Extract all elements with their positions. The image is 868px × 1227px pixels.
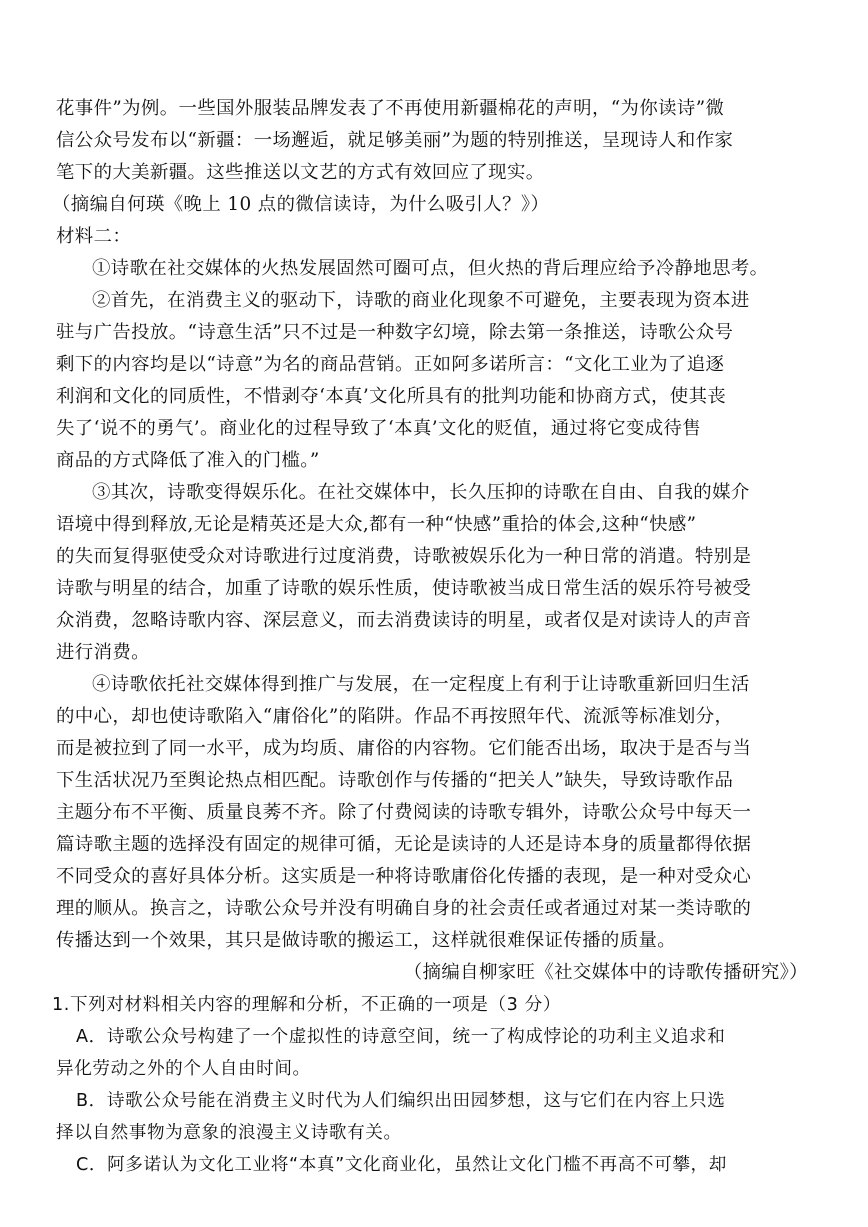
option-b-line: B．诗歌公众号能在消费主义时代为人们编织出田园梦想，这与它们在内容上只选 bbox=[76, 1091, 726, 1111]
text-line: 传播达到一个效果，其只是做诗歌的搬运工，这样就很难保证传播的质量。 bbox=[56, 930, 677, 951]
option-a-line: A．诗歌公众号构建了一个虚拟性的诗意空间，统一了构成悖论的功利主义追求和 bbox=[76, 1027, 726, 1047]
text-line: 篇诗歌主题的选择没有固定的规律可循，无论是读诗的人还是诗本身的质量都得依据 bbox=[56, 834, 752, 855]
text-line: 剩下的内容均是以“诗意”为名的商品营销。正如阿多诺所言：“文化工业为了追逐 bbox=[56, 354, 725, 375]
paragraph-line: ③其次，诗歌变得娱乐化。在社交媒体中，长久压抑的诗歌在自由、自我的媒介 bbox=[92, 482, 750, 503]
option-c-line: C．阿多诺认为文化工业将“本真”文化商业化，虽然让文化门槛不再高不可攀，却 bbox=[76, 1155, 727, 1175]
section-heading: 材料二： bbox=[56, 226, 132, 247]
text-line: 进行消费。 bbox=[56, 642, 150, 663]
paragraph-line: ①诗歌在社交媒体的火热发展固然可圈可点，但火热的背后理应给予冷静地思考。 bbox=[92, 258, 769, 279]
question-stem: 1.下列对材料相关内容的理解和分析，不正确的一项是（3 分） bbox=[52, 995, 562, 1015]
text-line: 诗歌与明星的结合，加重了诗歌的娱乐性质，使诗歌被当成日常生活的娱乐符号被受 bbox=[56, 578, 752, 599]
option-b-line: 择以自然事物为意象的浪漫主义诗歌有关。 bbox=[56, 1123, 402, 1143]
text-line: 下生活状况乃至舆论热点相匹配。诗歌创作与传播的“把关人”缺失，导致诗歌作品 bbox=[56, 770, 734, 791]
text-line: 信公众号发布以“新疆：一场邂逅，就足够美丽”为题的特别推送，呈现诗人和作家 bbox=[56, 130, 734, 151]
source-citation: （摘编自柳家旺《社交媒体中的诗歌传播研究》） bbox=[403, 962, 808, 983]
text-line: 而是被拉到了同一水平，成为均质、庸俗的内容物。它们能否出场，取决于是否与当 bbox=[56, 738, 752, 759]
paragraph-line: ②首先，在消费主义的驱动下，诗歌的商业化现象不可避免，主要表现为资本进 bbox=[92, 290, 750, 311]
text-line: 花事件”为例。一些国外服装品牌发表了不再使用新疆棉花的声明，“为你读诗”微 bbox=[56, 98, 725, 119]
text-line: 笔下的大美新疆。这些推送以文艺的方式有效回应了现实。 bbox=[56, 162, 545, 183]
text-line: 驻与广告投放。“诗意生活”只不过是一种数字幻境，除去第一条推送，诗歌公众号 bbox=[56, 322, 734, 343]
source-citation: （摘编自何瑛《晚上 10 点的微信读诗，为什么吸引人？》） bbox=[52, 194, 550, 215]
text-line: 商品的方式降低了准入的门槛。” bbox=[56, 450, 320, 471]
text-line: 利润和文化的同质性，不惜剥夺‘本真’文化所具有的批判功能和协商方式，使其丧 bbox=[56, 386, 727, 407]
text-line: 的失而复得驱使受众对诗歌进行过度消费，诗歌被娱乐化为一种日常的消遣。特别是 bbox=[56, 546, 752, 567]
option-a-line: 异化劳动之外的个人自由时间。 bbox=[56, 1059, 311, 1079]
text-line: 理的顺从。换言之，诗歌公众号并没有明确自身的社会责任或者通过对某一类诗歌的 bbox=[56, 898, 752, 919]
text-line: 语境中得到释放,无论是精英还是大众,都有一种“快感”重拾的体会,这种“快感” bbox=[56, 514, 697, 535]
text-line: 失了‘说不的勇气’。商业化的过程导致了‘本真’文化的贬值，通过将它变成待售 bbox=[56, 418, 702, 439]
paragraph-line: ④诗歌依托社交媒体得到推广与发展，在一定程度上有利于让诗歌重新回归生活 bbox=[92, 674, 750, 695]
text-line: 不同受众的喜好具体分析。这实质是一种将诗歌庸俗化传播的表现，是一种对受众心 bbox=[56, 866, 752, 887]
text-line: 众消费，忽略诗歌内容、深层意义，而去消费读诗的明星，或者仅是对读诗人的声音 bbox=[56, 610, 752, 631]
text-line: 的中心，却也使诗歌陷入“庸俗化”的陷阱。作品不再按照年代、流派等标准划分， bbox=[56, 706, 734, 727]
text-line: 主题分布不平衡、质量良莠不齐。除了付费阅读的诗歌专辑外，诗歌公众号中每天一 bbox=[56, 802, 752, 823]
